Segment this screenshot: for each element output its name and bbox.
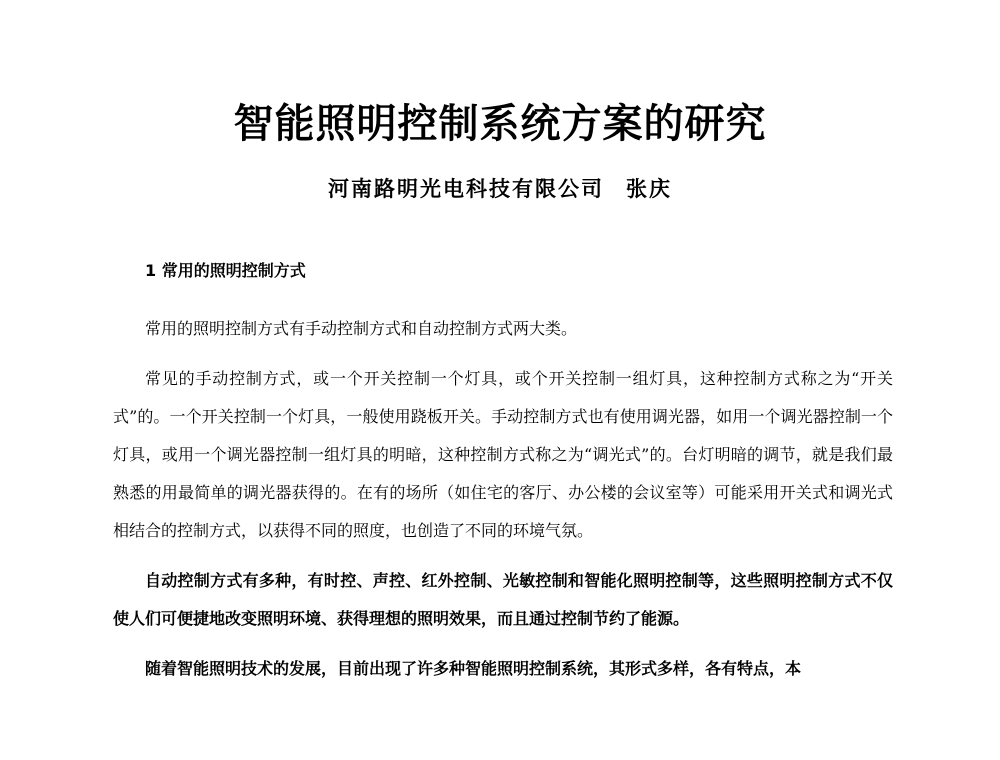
author-byline: [0, 173, 1000, 203]
paragraph: 自动控制方式有多种，有时控、声控、红外控制、光敏控制和智能化照明控制等，这些照明控制方式不仅使人们可便捷地改变照明环境、获得理想的照明效果，而且通过控制节约了能源。: [113, 571, 893, 628]
paragraph: 常用的照明控制方式有手动控制方式和自动控制方式两大类。: [145, 319, 578, 338]
author-name: 张庆: [626, 176, 672, 201]
section-heading: 1 常用的照明控制方式: [145, 261, 306, 280]
document-body: [113, 258, 893, 700]
author-organization: 河南路明光电科技有限公司: [328, 176, 604, 201]
paragraph: 随着智能照明技术的发展，目前出现了许多种智能照明控制系统，其形式多样，各有特点，本: [145, 659, 802, 678]
document-title: 智能照明控制系统方案的研究: [233, 101, 767, 147]
paragraph: 常见的手动控制方式，或一个开关控制一个灯具，或个开关控制一组灯具，这种控制方式称之为“开关式”的。一个开关控制一个灯具，一般使用跷板开关。手动控制方式也有使用调光器，如用一个调光器控制一个灯具，或用一个调光器控制一组灯具的明暗，这种控制方式称之为“调光式”的。台灯明暗的调节，就是我们最熟悉的用最简单的调光器获得的。在有的场所（如住宅的客厅、办公楼的会议室等）可能采用开关式和调光式相结合的控制方式，以获得不同的照度，也创造了不同的环境气氛。: [113, 369, 893, 540]
